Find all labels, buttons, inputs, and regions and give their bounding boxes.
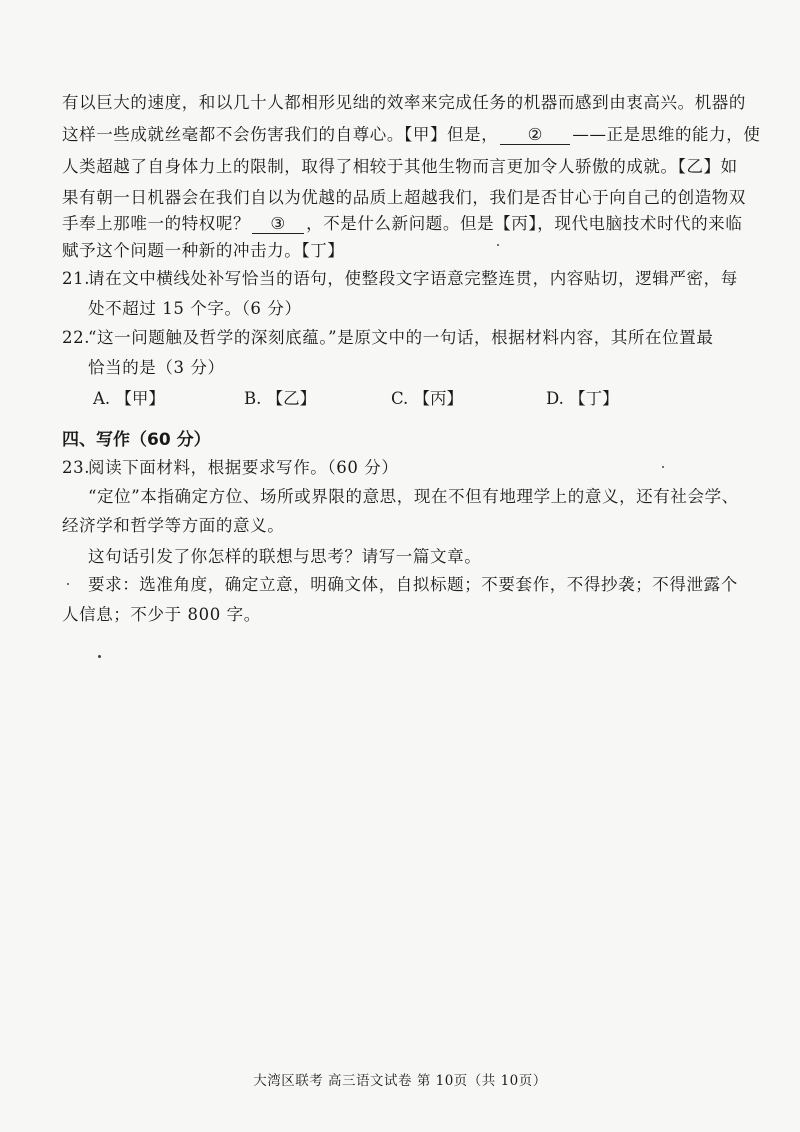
question-23-number: 23. [62, 458, 91, 477]
passage-line-6: 赋予这个问题一种新的冲击力。【丁】 [62, 241, 345, 260]
scan-speck [662, 466, 664, 468]
question-23-line-1 [62, 457, 399, 479]
option-d: D. 【丁】 [546, 389, 619, 408]
question-22-text-1: “这一问题触及哲学的深刻底蕴。”是原文中的一句话，根据材料内容，其所在位置最 [88, 328, 714, 347]
question-23-text-1: 阅读下面材料，根据要求写作。（60 分） [88, 458, 399, 477]
passage-line-2 [62, 124, 760, 146]
question-21-text-1: 请在文中横线处补写恰当的语句，使整段文字语意完整连贯，内容贴切，逻辑严密，每 [88, 269, 738, 288]
passage-line-1: 有以巨大的速度，和以几十人都相形见绌的效率来完成任务的机器而感到由衷高兴。机器的 [62, 93, 746, 112]
question-21-line-1 [62, 268, 738, 290]
question-21-line-2: 处不超过 15 个字。（6 分） [88, 299, 302, 318]
scan-speck [497, 244, 499, 246]
requirement-line-1: 要求：选准角度，确定立意，明确文体，自拟标题；不要套作，不得抄袭；不得泄露个 [88, 575, 738, 594]
passage-line-4: 果有朝一日机器会在我们自以为优越的品质上超越我们，我们是否甘心于向自己的创造物双 [62, 188, 746, 207]
blank-2: ② [500, 126, 570, 145]
option-b: B. 【乙】 [244, 389, 317, 408]
question-22-number: 22. [62, 328, 91, 347]
passage-line-2-start: 这样一些成就丝毫都不会伤害我们的自尊心。【甲】但是， [62, 125, 499, 144]
option-a: A. 【甲】 [93, 389, 165, 408]
passage-line-5 [62, 213, 742, 235]
writing-prompt: 这句话引发了你怎样的联想与思考？请写一篇文章。 [88, 547, 482, 566]
blank-3: ③ [252, 215, 304, 234]
passage-line-2-end: ——正是思维的能力，使 [572, 125, 761, 144]
material-line-2: 经济学和哲学等方面的意义。 [62, 516, 285, 535]
passage-line-3: 人类超越了自身体力上的限制，取得了相较于其他生物而言更加令人骄傲的成就。【乙】如 [62, 157, 738, 176]
option-c: C. 【丙】 [391, 389, 464, 408]
page-footer: 大湾区联考 高三语文试卷 第 10页（共 10页） [253, 1073, 547, 1089]
requirement-line-2: 人信息；不少于 800 字。 [62, 605, 261, 624]
section-4-title: 四、写作（60 分） [62, 430, 211, 450]
scan-speck [67, 583, 69, 585]
question-22-line-2: 恰当的是（3 分） [88, 358, 225, 377]
scan-speck [98, 655, 101, 658]
passage-line-5-start: 手奉上那唯一的特权呢？ [62, 214, 251, 233]
question-22-line-1 [62, 327, 713, 349]
material-line-1: “定位”本指确定方位、场所或界限的意思，现在不但有地理学上的意义，还有社会学、 [88, 487, 739, 506]
question-21-number: 21. [62, 269, 91, 288]
passage-line-5-end: ，不是什么新问题。但是【丙】，现代电脑技术时代的来临 [306, 214, 743, 233]
